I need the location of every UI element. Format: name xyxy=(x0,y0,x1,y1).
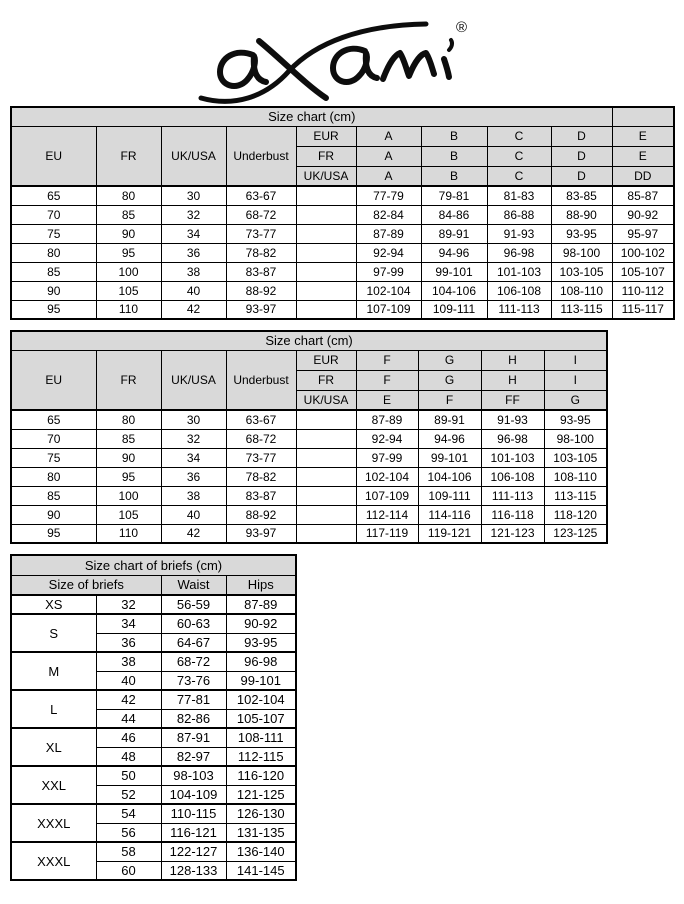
hips-range-cell: 121-125 xyxy=(226,785,296,804)
bust-range-cell: 92-94 xyxy=(356,429,418,448)
bust-range-cell: 93-95 xyxy=(551,224,612,243)
size-cell: 80 xyxy=(96,410,161,429)
empty-cell xyxy=(296,205,356,224)
bust-range-cell: 99-101 xyxy=(418,448,481,467)
briefs-size-row xyxy=(11,690,296,709)
cup-size-label: A xyxy=(356,146,421,166)
waist-range-cell: 87-91 xyxy=(161,728,226,747)
hips-range-cell: 136-140 xyxy=(226,842,296,861)
cup-size-label: G xyxy=(418,350,481,370)
briefs-size-label: XS xyxy=(11,595,96,614)
empty-cell xyxy=(296,186,356,205)
empty-cell xyxy=(296,486,356,505)
bust-range-cell: 106-108 xyxy=(487,281,551,300)
size-cell: 95 xyxy=(11,524,96,543)
bust-range-cell: 79-81 xyxy=(421,186,487,205)
size-cell: 110 xyxy=(96,524,161,543)
size-cell: 73-77 xyxy=(226,448,296,467)
cup-size-label: F xyxy=(356,370,418,390)
size-cell: 90 xyxy=(11,281,96,300)
cup-size-label: A xyxy=(356,126,421,146)
cup-size-label: C xyxy=(487,166,551,186)
bust-range-cell: 84-86 xyxy=(421,205,487,224)
column-header: UK/USA xyxy=(161,126,226,186)
hips-range-cell: 116-120 xyxy=(226,766,296,785)
bust-range-cell: 108-110 xyxy=(551,281,612,300)
waist-range-cell: 68-72 xyxy=(161,652,226,671)
registered-trademark-symbol: ® xyxy=(456,19,468,36)
cup-header-row xyxy=(11,350,607,370)
table-title: Size chart (cm) xyxy=(11,331,607,350)
briefs-number-cell: 52 xyxy=(96,785,161,804)
cup-size-label: D xyxy=(551,126,612,146)
waist-range-cell: 104-109 xyxy=(161,785,226,804)
column-header: EU xyxy=(11,350,96,410)
size-cell: 75 xyxy=(11,448,96,467)
column-header: EU xyxy=(11,126,96,186)
size-cell: 78-82 xyxy=(226,467,296,486)
table-title-row xyxy=(11,107,674,126)
waist-range-cell: 128-133 xyxy=(161,861,226,880)
cup-size-label: I xyxy=(544,370,607,390)
size-row xyxy=(11,186,674,205)
briefs-size-row xyxy=(11,652,296,671)
briefs-number-cell: 36 xyxy=(96,633,161,652)
size-cell: 90 xyxy=(96,448,161,467)
bust-range-cell: 106-108 xyxy=(481,467,544,486)
bust-range-cell: 104-106 xyxy=(421,281,487,300)
sizing-system-label: UK/USA xyxy=(296,390,356,410)
size-cell: 90 xyxy=(11,505,96,524)
size-cell: 63-67 xyxy=(226,186,296,205)
bust-range-cell: 115-117 xyxy=(612,300,674,319)
bust-range-cell: 94-96 xyxy=(421,243,487,262)
empty-cell xyxy=(296,448,356,467)
waist-range-cell: 122-127 xyxy=(161,842,226,861)
bust-range-cell: 97-99 xyxy=(356,262,421,281)
empty-cell xyxy=(296,243,356,262)
size-cell: 93-97 xyxy=(226,300,296,319)
size-cell: 38 xyxy=(161,486,226,505)
size-cell: 88-92 xyxy=(226,505,296,524)
column-header: UK/USA xyxy=(161,350,226,410)
cup-header-row xyxy=(11,126,674,146)
hips-header: Hips xyxy=(226,575,296,595)
cup-size-label: F xyxy=(418,390,481,410)
briefs-number-cell: 54 xyxy=(96,804,161,823)
size-row xyxy=(11,467,607,486)
cup-size-label: B xyxy=(421,166,487,186)
waist-range-cell: 110-115 xyxy=(161,804,226,823)
bust-range-cell: 87-89 xyxy=(356,410,418,429)
table-title: Size chart of briefs (cm) xyxy=(11,555,296,575)
hips-range-cell: 102-104 xyxy=(226,690,296,709)
bust-range-cell: 101-103 xyxy=(487,262,551,281)
size-cell: 105 xyxy=(96,505,161,524)
cup-size-label: B xyxy=(421,146,487,166)
size-cell: 75 xyxy=(11,224,96,243)
size-cell: 93-97 xyxy=(226,524,296,543)
size-row xyxy=(11,410,607,429)
bust-range-cell: 103-105 xyxy=(551,262,612,281)
bust-range-cell: 91-93 xyxy=(487,224,551,243)
hips-range-cell: 90-92 xyxy=(226,614,296,633)
waist-range-cell: 116-121 xyxy=(161,823,226,842)
size-cell: 85 xyxy=(11,486,96,505)
briefs-number-cell: 34 xyxy=(96,614,161,633)
size-cell: 32 xyxy=(161,205,226,224)
briefs-size-row xyxy=(11,595,296,614)
column-header: FR xyxy=(96,126,161,186)
size-cell: 80 xyxy=(96,186,161,205)
briefs-number-cell: 58 xyxy=(96,842,161,861)
hips-range-cell: 131-135 xyxy=(226,823,296,842)
size-cell: 100 xyxy=(96,486,161,505)
size-cell: 95 xyxy=(11,300,96,319)
bust-range-cell: 100-102 xyxy=(612,243,674,262)
bust-range-cell: 81-83 xyxy=(487,186,551,205)
cup-size-label: DD xyxy=(612,166,674,186)
bust-range-cell: 89-91 xyxy=(421,224,487,243)
bust-range-cell: 98-100 xyxy=(544,429,607,448)
hips-range-cell: 126-130 xyxy=(226,804,296,823)
cup-size-label: FF xyxy=(481,390,544,410)
briefs-number-cell: 48 xyxy=(96,747,161,766)
bust-range-cell: 91-93 xyxy=(481,410,544,429)
empty-cell xyxy=(296,300,356,319)
cup-size-label: A xyxy=(356,166,421,186)
size-cell: 65 xyxy=(11,410,96,429)
size-row xyxy=(11,205,674,224)
bust-range-cell: 89-91 xyxy=(418,410,481,429)
size-cell: 40 xyxy=(161,505,226,524)
empty-cell xyxy=(296,429,356,448)
cup-size-label: G xyxy=(418,370,481,390)
size-cell: 95 xyxy=(96,243,161,262)
bust-range-cell: 109-111 xyxy=(418,486,481,505)
sizing-system-label: EUR xyxy=(296,350,356,370)
size-cell: 90 xyxy=(96,224,161,243)
cup-size-label: B xyxy=(421,126,487,146)
size-cell: 73-77 xyxy=(226,224,296,243)
hips-range-cell: 99-101 xyxy=(226,671,296,690)
cup-size-label: C xyxy=(487,126,551,146)
sizing-system-label: FR xyxy=(296,370,356,390)
bust-range-cell: 92-94 xyxy=(356,243,421,262)
cup-size-label: H xyxy=(481,370,544,390)
size-chart-table-cups-a-e xyxy=(10,106,675,320)
bust-range-cell: 108-110 xyxy=(544,467,607,486)
size-row xyxy=(11,486,607,505)
column-header: FR xyxy=(96,350,161,410)
cup-size-label: F xyxy=(356,350,418,370)
size-row xyxy=(11,429,607,448)
briefs-size-label: XXXL xyxy=(11,842,96,880)
axami-logo xyxy=(193,10,478,105)
size-cell: 110 xyxy=(96,300,161,319)
size-cell: 34 xyxy=(161,448,226,467)
bust-range-cell: 123-125 xyxy=(544,524,607,543)
size-row xyxy=(11,243,674,262)
briefs-number-cell: 56 xyxy=(96,823,161,842)
bust-range-cell: 114-116 xyxy=(418,505,481,524)
briefs-number-cell: 50 xyxy=(96,766,161,785)
hips-range-cell: 112-115 xyxy=(226,747,296,766)
size-cell: 34 xyxy=(161,224,226,243)
empty-cell xyxy=(296,262,356,281)
size-cell: 65 xyxy=(11,186,96,205)
bust-range-cell: 103-105 xyxy=(544,448,607,467)
bust-range-cell: 112-114 xyxy=(356,505,418,524)
bust-range-cell: 111-113 xyxy=(481,486,544,505)
cup-size-label: D xyxy=(551,146,612,166)
bust-range-cell: 113-115 xyxy=(551,300,612,319)
briefs-size-label: L xyxy=(11,690,96,728)
bust-range-cell: 102-104 xyxy=(356,467,418,486)
size-row xyxy=(11,224,674,243)
size-row xyxy=(11,524,607,543)
bust-range-cell: 109-111 xyxy=(421,300,487,319)
size-cell: 42 xyxy=(161,300,226,319)
size-cell: 85 xyxy=(11,262,96,281)
empty-cell xyxy=(296,524,356,543)
sizing-system-label: EUR xyxy=(296,126,356,146)
size-cell: 105 xyxy=(96,281,161,300)
waist-range-cell: 82-97 xyxy=(161,747,226,766)
size-cell: 38 xyxy=(161,262,226,281)
briefs-size-label: XXXL xyxy=(11,804,96,842)
bust-range-cell: 82-84 xyxy=(356,205,421,224)
briefs-number-cell: 38 xyxy=(96,652,161,671)
bust-range-cell: 110-112 xyxy=(612,281,674,300)
waist-range-cell: 73-76 xyxy=(161,671,226,690)
bust-range-cell: 118-120 xyxy=(544,505,607,524)
briefs-number-cell: 32 xyxy=(96,595,161,614)
briefs-header-row xyxy=(11,575,296,595)
size-cell: 32 xyxy=(161,429,226,448)
bust-range-cell: 94-96 xyxy=(418,429,481,448)
bust-range-cell: 102-104 xyxy=(356,281,421,300)
cup-size-label: H xyxy=(481,350,544,370)
cup-size-label: I xyxy=(544,350,607,370)
briefs-size-row xyxy=(11,614,296,633)
cup-size-label: C xyxy=(487,146,551,166)
briefs-number-cell: 46 xyxy=(96,728,161,747)
waist-range-cell: 56-59 xyxy=(161,595,226,614)
bust-range-cell: 87-89 xyxy=(356,224,421,243)
size-row xyxy=(11,300,674,319)
axami-logo-script xyxy=(201,24,452,101)
size-cell: 40 xyxy=(161,281,226,300)
bust-range-cell: 121-123 xyxy=(481,524,544,543)
size-cell: 78-82 xyxy=(226,243,296,262)
size-cell: 68-72 xyxy=(226,205,296,224)
bust-range-cell: 97-99 xyxy=(356,448,418,467)
briefs-size-row xyxy=(11,728,296,747)
hips-range-cell: 93-95 xyxy=(226,633,296,652)
size-cell: 85 xyxy=(96,205,161,224)
empty-cell xyxy=(296,467,356,486)
table-title-row xyxy=(11,331,607,350)
waist-header: Waist xyxy=(161,575,226,595)
bust-range-cell: 90-92 xyxy=(612,205,674,224)
size-cell: 36 xyxy=(161,467,226,486)
empty-cell xyxy=(296,505,356,524)
size-cell: 68-72 xyxy=(226,429,296,448)
size-chart-table-cups-f-i xyxy=(10,330,608,544)
hips-range-cell: 105-107 xyxy=(226,709,296,728)
bust-range-cell: 105-107 xyxy=(612,262,674,281)
size-cell: 83-87 xyxy=(226,486,296,505)
hips-range-cell: 141-145 xyxy=(226,861,296,880)
table-title: Size chart (cm) xyxy=(11,107,612,126)
bust-range-cell: 86-88 xyxy=(487,205,551,224)
size-cell: 80 xyxy=(11,467,96,486)
size-cell: 70 xyxy=(11,205,96,224)
waist-range-cell: 60-63 xyxy=(161,614,226,633)
briefs-size-row xyxy=(11,766,296,785)
bust-range-cell: 119-121 xyxy=(418,524,481,543)
briefs-number-cell: 42 xyxy=(96,690,161,709)
bust-range-cell: 111-113 xyxy=(487,300,551,319)
bust-range-cell: 117-119 xyxy=(356,524,418,543)
size-row xyxy=(11,448,607,467)
cup-size-label: G xyxy=(544,390,607,410)
bust-range-cell: 101-103 xyxy=(481,448,544,467)
bust-range-cell: 116-118 xyxy=(481,505,544,524)
size-cell: 36 xyxy=(161,243,226,262)
bust-range-cell: 107-109 xyxy=(356,300,421,319)
size-cell: 30 xyxy=(161,410,226,429)
size-of-briefs-header: Size of briefs xyxy=(11,575,161,595)
bust-range-cell: 107-109 xyxy=(356,486,418,505)
empty-cell xyxy=(296,224,356,243)
brand-logo xyxy=(193,10,478,105)
bust-range-cell: 93-95 xyxy=(544,410,607,429)
hips-range-cell: 96-98 xyxy=(226,652,296,671)
cup-size-label: E xyxy=(356,390,418,410)
table-title-row xyxy=(11,555,296,575)
corner-cell xyxy=(612,107,674,126)
cup-size-label: E xyxy=(612,126,674,146)
briefs-number-cell: 44 xyxy=(96,709,161,728)
sizing-system-label: FR xyxy=(296,146,356,166)
empty-cell xyxy=(296,281,356,300)
sizing-system-label: UK/USA xyxy=(296,166,356,186)
briefs-size-label: XXL xyxy=(11,766,96,804)
size-cell: 70 xyxy=(11,429,96,448)
waist-range-cell: 82-86 xyxy=(161,709,226,728)
cup-size-label: D xyxy=(551,166,612,186)
empty-cell xyxy=(296,410,356,429)
bust-range-cell: 99-101 xyxy=(421,262,487,281)
size-cell: 80 xyxy=(11,243,96,262)
bust-range-cell: 88-90 xyxy=(551,205,612,224)
size-cell: 88-92 xyxy=(226,281,296,300)
briefs-size-label: S xyxy=(11,614,96,652)
bust-range-cell: 77-79 xyxy=(356,186,421,205)
bust-range-cell: 96-98 xyxy=(481,429,544,448)
size-cell: 63-67 xyxy=(226,410,296,429)
size-cell: 100 xyxy=(96,262,161,281)
size-cell: 42 xyxy=(161,524,226,543)
briefs-number-cell: 40 xyxy=(96,671,161,690)
waist-range-cell: 98-103 xyxy=(161,766,226,785)
size-cell: 95 xyxy=(96,467,161,486)
size-row xyxy=(11,281,674,300)
briefs-size-chart-table xyxy=(10,554,297,881)
bust-range-cell: 96-98 xyxy=(487,243,551,262)
cup-size-label: E xyxy=(612,146,674,166)
briefs-size-row xyxy=(11,804,296,823)
bust-range-cell: 98-100 xyxy=(551,243,612,262)
column-header: Underbust xyxy=(226,126,296,186)
briefs-size-label: M xyxy=(11,652,96,690)
size-row xyxy=(11,262,674,281)
bust-range-cell: 85-87 xyxy=(612,186,674,205)
hips-range-cell: 108-111 xyxy=(226,728,296,747)
bust-range-cell: 104-106 xyxy=(418,467,481,486)
bust-range-cell: 95-97 xyxy=(612,224,674,243)
bust-range-cell: 113-115 xyxy=(544,486,607,505)
size-cell: 30 xyxy=(161,186,226,205)
bust-range-cell: 83-85 xyxy=(551,186,612,205)
size-cell: 83-87 xyxy=(226,262,296,281)
size-row xyxy=(11,505,607,524)
column-header: Underbust xyxy=(226,350,296,410)
waist-range-cell: 77-81 xyxy=(161,690,226,709)
waist-range-cell: 64-67 xyxy=(161,633,226,652)
briefs-size-row xyxy=(11,842,296,861)
size-cell: 85 xyxy=(96,429,161,448)
briefs-size-label: XL xyxy=(11,728,96,766)
briefs-number-cell: 60 xyxy=(96,861,161,880)
hips-range-cell: 87-89 xyxy=(226,595,296,614)
